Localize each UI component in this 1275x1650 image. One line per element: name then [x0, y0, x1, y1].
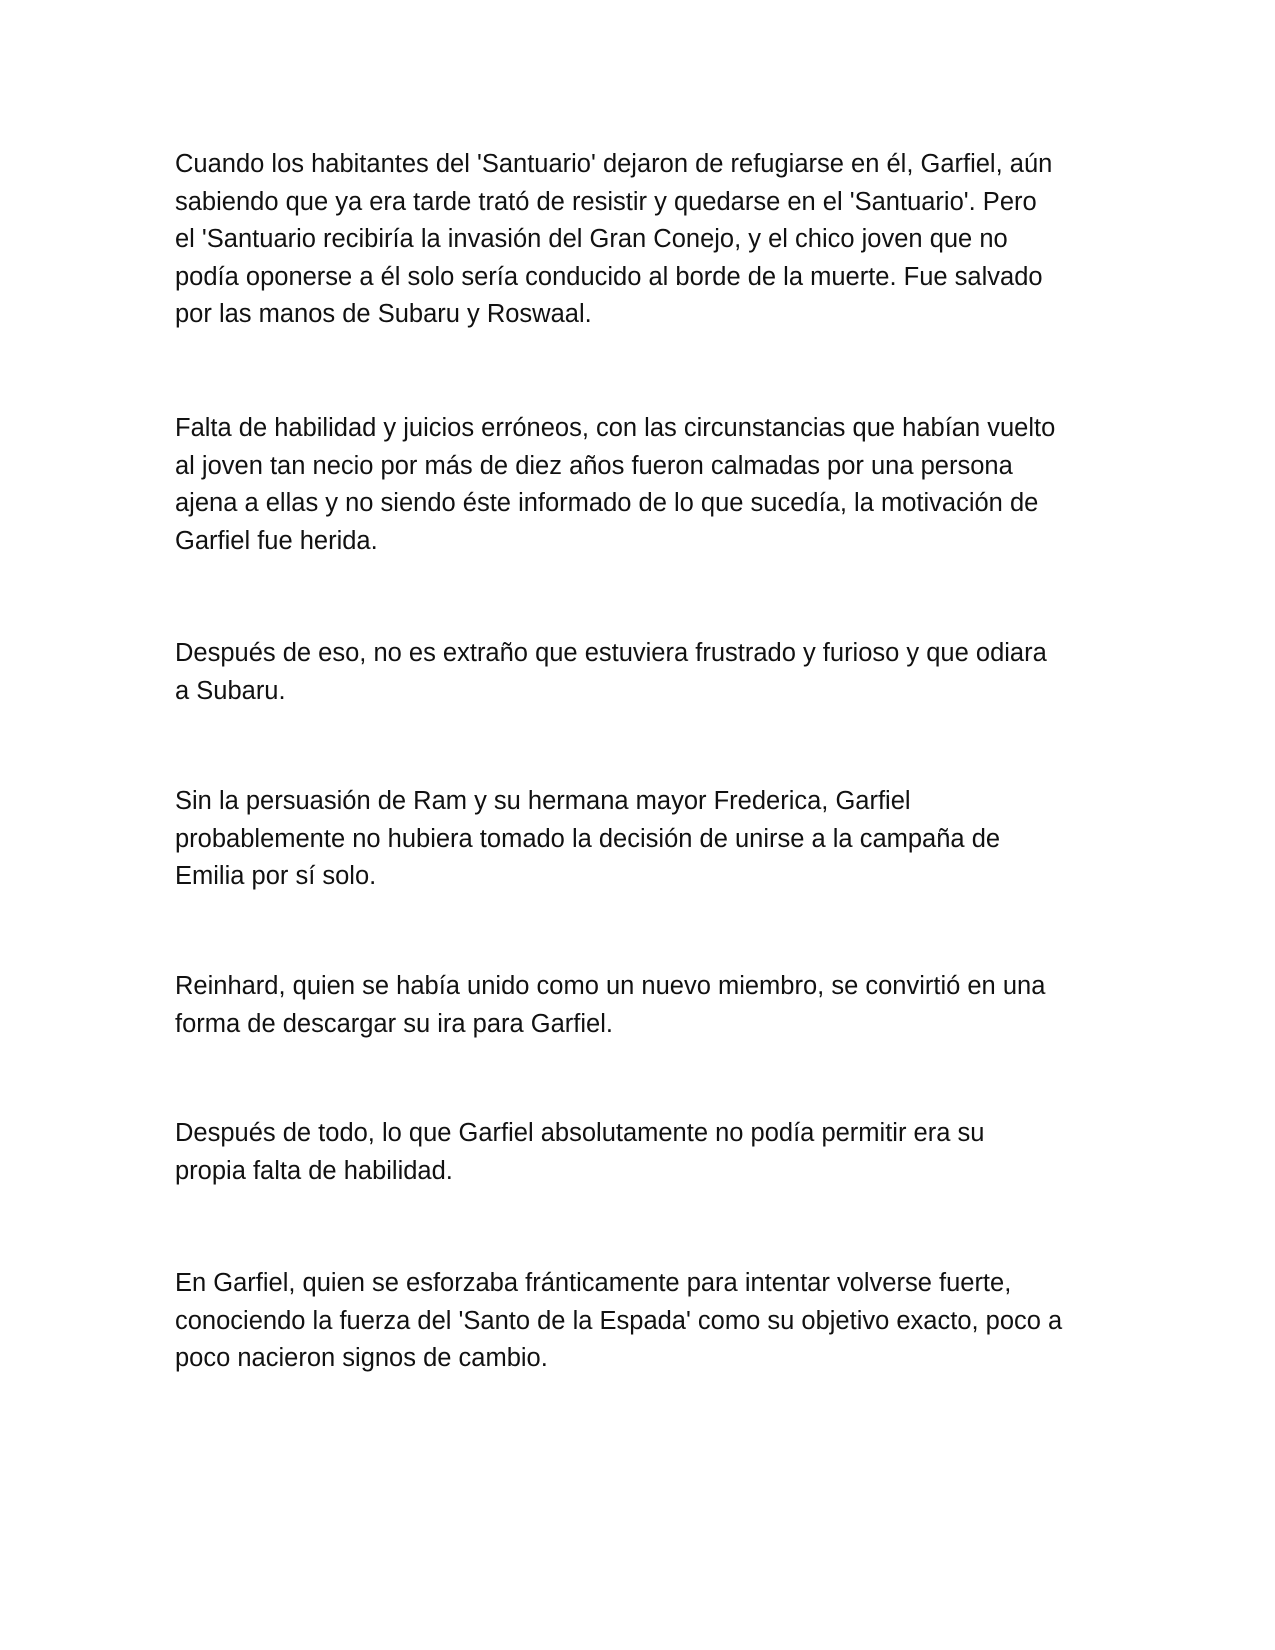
paragraph [175, 410, 1105, 560]
paragraph [175, 1115, 1105, 1190]
paragraph [175, 635, 1105, 710]
text-line: al joven tan necio por más de diez años fueron calmadas por una persona [175, 451, 1013, 480]
text-line: ajena a ellas y no siendo éste informado de lo que sucedía, la motivación de [175, 489, 1039, 518]
text-line: forma de descargar su ira para Garfiel. [175, 1009, 613, 1038]
text-line: Sin la persuasión de Ram y su hermana mayor Frederica, Garfiel [175, 787, 911, 815]
text-line: poco nacieron signos de cambio. [175, 1344, 548, 1373]
text-line: por las manos de Subaru y Roswaal. [175, 300, 592, 329]
text-line: probablemente no hubiera tomado la decisión de unirse a la campaña de [175, 824, 1001, 853]
text-line: Reinhard, quien se había unido como un nuevo miembro, se convirtió en una [175, 972, 1046, 1000]
text-line: Después de todo, lo que Garfiel absolutamente no podía permitir era su [175, 1119, 985, 1147]
text-line: el 'Santuario recibiría la invasión del Gran Conejo, y el chico joven que no [175, 225, 1008, 254]
text-line: podía oponerse a él solo sería conducido al borde de la muerte. Fue salvado [175, 262, 1043, 291]
text-line: Después de eso, no es extraño que estuviera frustrado y furioso y que odiara [175, 639, 1047, 667]
text-line: Cuando los habitantes del 'Santuario' dejaron de refugiarse en él, Garfiel, aún [175, 150, 1053, 178]
paragraph [175, 1265, 1105, 1378]
text-line: Falta de habilidad y juicios erróneos, con las circunstancias que habían vuelto [175, 414, 1056, 442]
paragraph [175, 783, 1105, 896]
text-line: Emilia por sí solo. [175, 862, 377, 891]
text-line: En Garfiel, quien se esforzaba fránticamente para intentar volverse fuerte, [175, 1269, 1012, 1297]
paragraph [175, 968, 1105, 1043]
text-line: a Subaru. [175, 676, 286, 705]
text-line: propia falta de habilidad. [175, 1156, 453, 1185]
text-line: sabiendo que ya era tarde trató de resistir y quedarse en el 'Santuario'. Pero [175, 187, 1037, 216]
text-line: Garfiel fue herida. [175, 526, 378, 555]
paragraph [175, 146, 1105, 334]
text-line: conociendo la fuerza del 'Santo de la Espada' como su objetivo exacto, poco a [175, 1306, 1063, 1335]
